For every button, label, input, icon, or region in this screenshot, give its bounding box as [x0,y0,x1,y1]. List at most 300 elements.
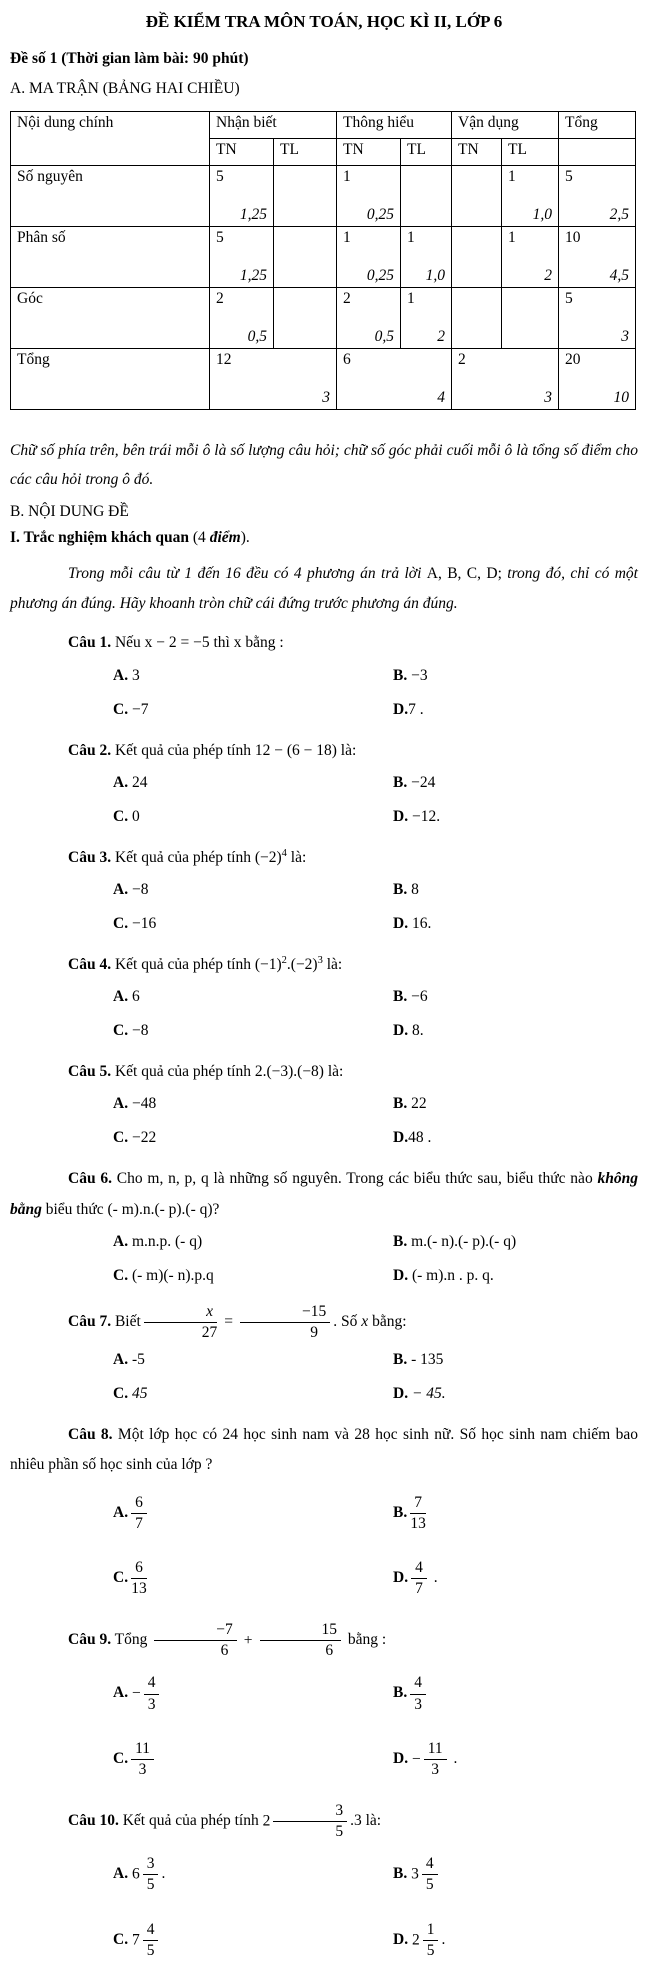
option-letter: C. [113,1385,129,1403]
option-b [393,1481,638,1546]
matrix-header-row-1 [11,112,636,139]
cell-points: 0,5 [247,328,267,345]
cell-points: 4 [437,389,446,406]
option-value: −6 [407,988,428,1006]
question-text: .(−2) [286,955,318,973]
fraction [410,1493,426,1534]
question-label: Câu 5. [68,1063,112,1081]
matrix-cell [210,349,337,410]
exam-subtitle: Đề số 1 (Thời gian làm bài: 90 phút) [10,50,249,67]
option-value: −24 [407,773,436,791]
question-9 [10,1620,638,1792]
option-letter: C. [113,700,129,718]
question-8-stem [10,1420,638,1480]
fraction-denominator: 5 [426,1941,435,1959]
option-value: 0 [128,807,140,825]
matrix-cell [502,288,559,349]
part1-title: I. Trắc nghiệm khách quan [10,528,190,546]
cell-count: 2 [216,290,224,307]
question-4 [10,950,638,1048]
option-letter: B. [393,1095,408,1113]
cell-points: 3 [544,389,553,406]
cell-count: 5 [565,290,573,307]
fraction-numerator: 4 [410,1673,426,1694]
cell-count: 5 [216,229,224,246]
header-van-dung: Vận dụng [452,112,559,139]
cell-count: 1 [508,229,516,246]
question-8 [10,1420,638,1611]
option-letter: A. [113,666,129,684]
matrix-cell-total [559,349,636,410]
matrix-cell [401,227,452,288]
option-c [113,907,393,941]
fraction [410,1673,426,1714]
cell-count: 2 [343,290,351,307]
question-5 [10,1057,638,1155]
header-thong-hieu: Thông hiểu [337,112,452,139]
option-a [113,1481,393,1546]
header-tn: TN [210,139,274,166]
option-value: 16. [408,914,432,932]
cell-points: 2 [544,267,553,284]
option-letter: D. [393,1930,409,1948]
question-7-stem [10,1302,638,1343]
question-10 [10,1801,638,1973]
header-tl: TL [274,139,337,166]
option-b [393,980,638,1014]
cell-points: 2,5 [609,206,630,223]
option-value: (- m).n . p. q. [408,1266,494,1284]
question-5-options [113,1087,638,1155]
option-letter: A. [113,1684,129,1702]
matrix-note: Chữ số phía trên, bên trái mỗi ô là số lượng câu hỏi; chữ số góc phải cuối mỗi ô là tổng số điểm cho các câu hỏi trong ô đó. [10,442,638,489]
option-letter: B. [393,666,408,684]
fraction-denominator: 5 [335,1823,344,1841]
option-c [113,800,393,834]
cell-count: 1 [407,229,415,246]
matrix-cell-total [559,227,636,288]
matrix-cell [502,227,559,288]
fraction-numerator: 4 [422,1854,438,1875]
exponent: 3 [317,954,323,966]
question-6 [10,1164,638,1292]
matrix-cell-total [559,288,636,349]
header-noi-dung-chinh: Nội dung chính [11,112,210,166]
matrix-cell [337,349,452,410]
fraction-numerator: 4 [144,1673,160,1694]
exponent: 4 [281,847,287,859]
option-c [113,1546,393,1611]
option-a [113,1087,393,1121]
option-letter: D. [393,1022,409,1040]
option-letter: A. [113,1351,129,1369]
instruction-paragraph [10,559,638,619]
option-c [113,693,393,727]
matrix-cell [401,166,452,227]
matrix-cell [452,349,559,410]
option-letter: D. [393,1385,409,1403]
matrix-total-row [11,349,636,410]
option-letter: D. [393,807,409,825]
matrix-cell [452,166,502,227]
matrix-cell [337,288,401,349]
part1-end: ). [240,528,250,546]
option-letter: A. [113,1232,129,1250]
fraction-numerator: −7 [154,1620,237,1641]
option-letter: B. [393,1684,408,1702]
fraction [424,1739,447,1780]
fraction-numerator: 3 [273,1801,347,1822]
option-b [393,1661,638,1726]
fraction [411,1558,427,1599]
option-b [393,1343,638,1377]
question-2 [10,736,638,834]
option-suffix: . [161,1865,166,1883]
mixed-whole: 6 [131,1865,140,1883]
option-letter: D. [393,700,409,718]
fraction-denominator: 9 [310,1323,319,1341]
cell-count: 1 [407,290,415,307]
option-d [393,693,638,727]
question-label: Câu 6. [68,1170,112,1188]
option-value: 45 [128,1385,148,1403]
cell-points: 0,25 [366,206,395,223]
option-value: 48 . [408,1129,432,1147]
option-value: 7 . [408,700,424,718]
fraction-numerator: −15 [240,1302,330,1323]
option-b [393,873,638,907]
option-d [393,1546,638,1611]
matrix-cell [452,288,502,349]
matrix-row-phan-so [11,227,636,288]
question-label: Câu 2. [68,741,112,759]
option-d [393,1377,638,1411]
fraction-numerator: 6 [131,1558,147,1579]
question-10-stem [10,1801,638,1842]
part1-heading [10,529,638,547]
option-letter: B. [393,880,408,898]
fraction-denominator: 7 [415,1579,423,1597]
fraction [422,1854,438,1895]
option-letter: B. [393,1865,408,1883]
fraction-denominator: 6 [220,1642,229,1660]
question-emphasis: không bằng [10,1170,638,1218]
fraction [143,1920,159,1961]
question-4-options [113,980,638,1048]
option-letter: D. [393,914,409,932]
fraction-numerator: 7 [410,1493,426,1514]
cell-count: 1 [343,168,351,185]
cell-count: 5 [565,168,573,185]
option-letter: C. [113,1266,129,1284]
cell-count: 1 [508,168,516,185]
option-d [393,1727,638,1792]
exponent: 2 [281,954,287,966]
fraction [131,1739,154,1780]
fraction-denominator: 5 [146,1876,155,1894]
part1-em: điểm [209,528,241,546]
fraction-numerator: 15 [260,1620,342,1641]
question-label: Câu 8. [68,1426,113,1444]
cell-points: 2 [437,328,446,345]
option-value: −8 [128,880,149,898]
question-6-options [113,1225,638,1293]
option-suffix: . [449,1749,458,1767]
matrix-cell [274,288,337,349]
fraction [144,1673,160,1714]
matrix-cell-total [559,166,636,227]
header-tn: TN [337,139,401,166]
option-value: 22 [407,1095,427,1113]
matrix-row-goc [11,288,636,349]
fraction-denominator: 5 [425,1876,434,1894]
fraction-numerator: 4 [411,1558,427,1579]
question-1-stem [10,628,638,658]
question-text: Kết quả của phép tính [118,1812,263,1830]
matrix-cell [210,227,274,288]
option-a [113,659,393,693]
matrix-cell [502,166,559,227]
option-d [393,1121,638,1155]
option-value: −22 [128,1129,157,1147]
question-7-options [113,1343,638,1411]
option-value: − 45. [408,1385,446,1403]
option-letter: A. [113,773,129,791]
option-letter: C. [113,914,129,932]
option-value: −16 [128,914,157,932]
option-value: -5 [128,1351,145,1369]
instruction-part1: Trong mỗi câu từ 1 đến 16 đều có 4 phương án trả lời [68,564,427,582]
fraction-denominator: 3 [138,1760,147,1778]
fraction-denominator: 13 [410,1514,426,1532]
option-value: (- m)(- n).p.q [128,1266,214,1284]
question-text: . Số [333,1313,362,1331]
option-b [393,1087,638,1121]
option-letter: A. [113,1095,129,1113]
cell-count: 5 [216,168,224,185]
fraction-denominator: 3 [147,1695,156,1713]
option-c [113,1014,393,1048]
option-value: 8 [407,880,419,898]
row-label: Phân số [11,227,210,288]
question-text: .3 là: [350,1812,382,1830]
fraction [154,1620,237,1661]
question-text: biểu thức (- m).n.(- p).(- q)? [41,1200,220,1218]
question-text: bằng: [368,1313,407,1331]
option-letter: D. [393,1266,409,1284]
question-1 [10,628,638,726]
option-a [113,766,393,800]
fraction-denominator: 3 [431,1760,440,1778]
cell-count: 1 [343,229,351,246]
mixed-whole: 3 [411,1865,419,1883]
question-text: Cho m, n, p, q là những số nguyên. Trong các biểu thức sau, biểu thức nào [111,1170,598,1188]
matrix-row-so-nguyen [11,166,636,227]
fraction-numerator: 11 [131,1739,154,1760]
question-text: Nếu x − 2 = −5 thì x bằng : [111,634,284,652]
fraction [273,1801,347,1842]
option-value: −7 [128,700,149,718]
question-text: Tổng [111,1631,152,1649]
question-text: bằng : [344,1631,387,1649]
fraction-numerator: 11 [424,1739,447,1760]
option-d [393,1259,638,1293]
option-c [113,1259,393,1293]
fraction [143,1854,159,1895]
question-9-stem [10,1620,638,1661]
matrix-cell [274,227,337,288]
cell-count: 12 [216,351,232,368]
question-4-stem [10,950,638,980]
option-value: −12. [408,807,441,825]
fraction-denominator: 13 [131,1579,147,1597]
option-a [113,1842,393,1907]
matrix-cell [337,166,401,227]
question-text: Kết quả của phép tính (−2) [111,848,282,866]
fraction [260,1620,342,1661]
fraction-denominator: 7 [135,1514,143,1532]
cell-points: 1,25 [239,206,267,223]
header-tl: TL [502,139,559,166]
fraction-denominator: 27 [201,1323,218,1341]
option-letter: A. [113,880,129,898]
option-a [113,873,393,907]
option-letter: C. [113,1749,129,1767]
option-value: - 135 [407,1351,444,1369]
cell-points: 10 [613,389,630,406]
matrix-cell [337,227,401,288]
fraction [144,1302,218,1343]
instruction-letters: A, B, C, D; [426,564,508,582]
matrix-table [10,111,636,410]
option-b [393,659,638,693]
option-letter: D. [393,1749,409,1767]
option-b [393,766,638,800]
section-b-heading: B. NỘI DUNG ĐỀ [10,502,129,520]
option-value: m.(- n).(- p).(- q) [407,1232,517,1250]
option-d [393,1014,638,1048]
option-letter: A. [113,988,129,1006]
question-7 [10,1302,638,1411]
question-text: là: [322,955,343,973]
question-8-options [113,1481,638,1612]
option-d [393,907,638,941]
fraction-denominator: 5 [146,1941,155,1959]
question-label: Câu 9. [68,1631,112,1649]
matrix-cell [274,166,337,227]
fraction-denominator: 6 [325,1642,334,1660]
fraction [423,1920,439,1961]
option-letter: B. [393,1232,408,1250]
fraction [240,1302,330,1343]
question-text: Kết quả của phép tính 12 − (6 − 18) là: [111,741,357,759]
cell-count: 2 [458,351,466,368]
question-3-options [113,873,638,941]
question-text: là: [286,848,307,866]
option-a [113,1661,393,1726]
header-tl: TL [401,139,452,166]
question-text: Kết quả của phép tính (−1) [111,955,282,973]
option-b [393,1842,638,1907]
option-a [113,980,393,1014]
option-letter: C. [113,1022,129,1040]
option-letter: B. [393,1351,408,1369]
mixed-whole: 2 [411,1931,420,1949]
question-5-stem [10,1057,638,1087]
cell-points: 3 [621,328,630,345]
question-3-stem [10,843,638,873]
option-suffix: . [441,1930,446,1948]
minus-sign: − [411,1750,421,1768]
option-value: 8. [408,1022,424,1040]
fraction-numerator: 4 [143,1920,159,1941]
option-value: 3 [128,666,140,684]
option-letter: B. [393,773,408,791]
instruction-part2: trong đó, chỉ có một phương án đúng. Hãy khoanh tròn chữ cái đứng trước phương án đúng. [10,564,638,613]
question-label: Câu 7. [68,1313,112,1331]
question-text: Một lớp học có 24 học sinh nam và 28 học sinh nữ. Số học sinh nam chiếm bao nhiêu phần số học sinh của lớp ? [10,1426,638,1474]
fraction-numerator: 3 [143,1854,159,1875]
matrix-cell [210,288,274,349]
option-letter: C. [113,1129,129,1147]
option-value: −8 [128,1022,149,1040]
question-10-options [113,1842,638,1973]
question-9-options [113,1661,638,1792]
option-letter: B. [393,1503,408,1521]
matrix-cell [210,166,274,227]
question-2-stem [10,736,638,766]
section-a-heading: A. MA TRẬN (BẢNG HAI CHIỀU) [10,80,240,97]
mixed-whole: 2 [262,1812,271,1830]
option-d [393,800,638,834]
option-letter: C. [113,1930,129,1948]
cell-count: 10 [565,229,581,246]
row-label: Số nguyên [11,166,210,227]
cell-points: 1,0 [532,206,553,223]
part1-mid: (4 [189,528,210,546]
matrix-cell [401,288,452,349]
question-3 [10,843,638,941]
option-value: −3 [407,666,428,684]
option-value: 6 [128,988,140,1006]
option-letter: C. [113,807,129,825]
mixed-whole: 7 [131,1931,140,1949]
option-c [113,1121,393,1155]
question-6-stem [10,1164,638,1224]
question-text: Kết quả của phép tính 2.(−3).(−8) là: [111,1063,344,1081]
row-label: Tổng [11,349,210,410]
cell-points: 4,5 [609,267,630,284]
cell-points: 1,0 [425,267,446,284]
option-letter: C. [113,1569,129,1587]
page-title: ĐỀ KIỂM TRA MÔN TOÁN, HỌC KÌ II, LỚP 6 [145,12,503,31]
option-letter: D. [393,1569,409,1587]
cell-points: 3 [322,389,331,406]
row-label: Góc [11,288,210,349]
option-value: m.n.p. (- q) [128,1232,203,1250]
option-a [113,1225,393,1259]
cell-count: 20 [565,351,581,368]
question-label: Câu 1. [68,634,112,652]
cell-points: 1,25 [239,267,267,284]
fraction-numerator: 1 [423,1920,439,1941]
option-c [113,1377,393,1411]
option-letter: B. [393,988,408,1006]
fraction [131,1493,147,1534]
option-d [393,1908,638,1973]
fraction [131,1558,147,1599]
option-a [113,1343,393,1377]
